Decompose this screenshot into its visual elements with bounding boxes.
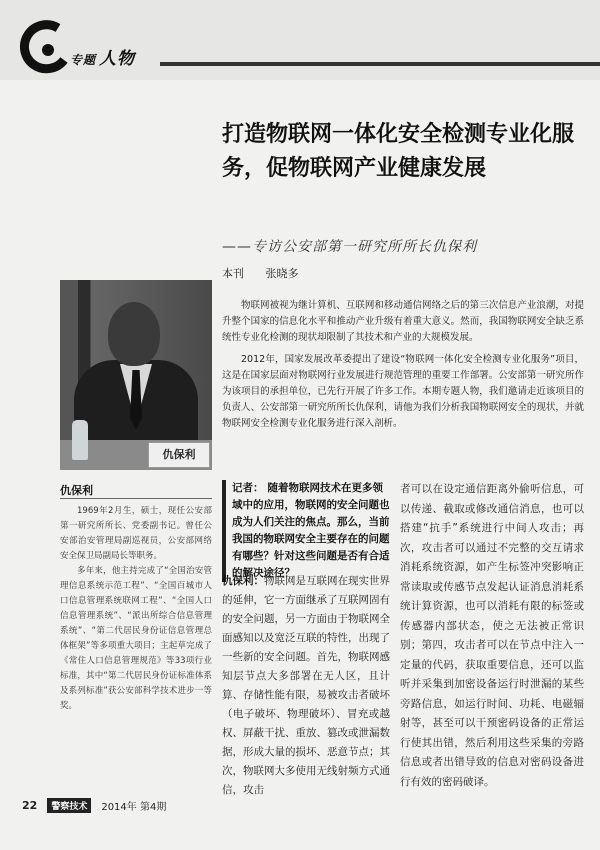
page-number: 22 [22,799,38,812]
section-title [70,44,135,69]
article-subtitle: ——专访公安部第一研究所所长仇保利 [222,239,477,255]
article-intro [222,298,584,438]
magazine-name: 警察技术 [47,798,91,813]
interview-answer-col2: 者可以在设定通信距离外偷听信息，可以传递、截取或修改通信消息，也可以搭建“抗手”系统进行中间人攻击；再次，攻击者可以通过不完整的交互请求消耗系统资源，如产生标签冲突影响正常读取或传感节点发起认证消息消耗系统计算资源，也可以消耗有限的标签或传感器内部状态，使之无法被正常识别；第四，攻击者可以在节点中注入一定量的代码，获取重要信息，还可以监听并采集到加密设备运行时泄漏的某些旁路信息，如运行时间、功耗、电磁辐射等，甚至可以干预密码设备的正常运行使其出错，然后利用这些采集的旁路信息或者出错导致的信息对密码设备进行有效的密码破译。 [400,483,584,788]
byline [222,265,317,281]
author-name: 张晓多 [265,267,299,280]
interview-answer-col1 [222,572,390,800]
intro-paragraph: 2012年，国家发展改革委提出了建设“物联网一体化安全检测专业化服务”项目，这是在国家层面对物联网行业发展进行规范管理的重要工作部署。公安部第一研究所作为该项目的承担单位，已先行开展了许多工作。本期专题人物，我们邀请走近该项目的负责人、公安部第一研究所所长仇保利，请他为我们分析我国物联网安全的现状，并就物联网安全检测专业化服务进行深入剖析。 [222,354,584,429]
bio-paragraph: 多年来，他主持完成了“全国治安管理信息系统示范工程”、“全国百城市人口信息管理系统联网工程”、“全国人口信息管理系统”、“派出所综合信息管理系统”、“第二代居民身份证信息管理总体框架”等多项重大项目；主起草完成了《常住人口信息管理规范》等33项行业标准，其中“第二代居民身份证标准体系及系列标准”获公安部科学技术进步一等奖。 [60,566,212,711]
water-bottle [72,420,88,460]
interview-question [222,480,390,582]
issue-info: 2014年 第4期 [101,802,167,813]
article-title: 打造物联网一体化安全检测专业化服务，促物联网产业健康发展 [222,122,575,181]
section-name: 人物 [99,49,136,69]
bio-paragraph: 1969年2月生，硕士，现任公安部第一研究所所长、党委副书记。曾任公安部治安管理局副巡视员，公安部网络安全保卫局副局长等职务。 [60,506,212,561]
bio-text [60,504,212,714]
bio-name: 仇保利 [60,484,93,497]
intro-paragraph: 物联网被视为继计算机、互联网和移动通信网络之后的第三次信息产业浪潮，对提升整个国家的信息化水平和推动产业升级有着重大意义。然而，我国物联网安全缺乏系统性专业化检测的现状却限制了其技术和产业的大规模发展。 [222,300,584,343]
portrait-photo [60,280,212,470]
topic-logo-icon [18,20,72,74]
answer-label: 仇保利： [222,575,264,587]
question-text: 随着物联网技术在更多领域中的应用，物联网的安全问题也成为人们关注的焦点。那么，当前我国的物联网安全主要存在的问题有哪些？针对这些问题是否有合适的解决途径？ [232,482,390,579]
header-rule [160,62,600,66]
page-footer [22,798,166,813]
author-source: 本刊 [222,267,244,280]
section-label: 专题 [70,53,97,67]
question-label: 记者： [232,482,264,494]
nameplate: 仇保利 [148,442,210,468]
bio-rule [60,498,212,499]
answer-text-part1: 物联网是互联网在现实世界的延伸，它一方面继承了互联网固有的安全问题，另一方面由于物联网全面感知以及宽泛互联的特性，出现了一些新的安全问题。首先，物联网感知层节点大多部署在无人区，且计算、存储性能有限，易被攻击者破坏（电子破坏、物理破坏）、冒充或越权、屏蔽干扰、重放、篡改或泄漏数据，形成大量的损坏、恶意节点；其次，物联网大多使用无线射频方式通信，攻击 [222,575,390,796]
